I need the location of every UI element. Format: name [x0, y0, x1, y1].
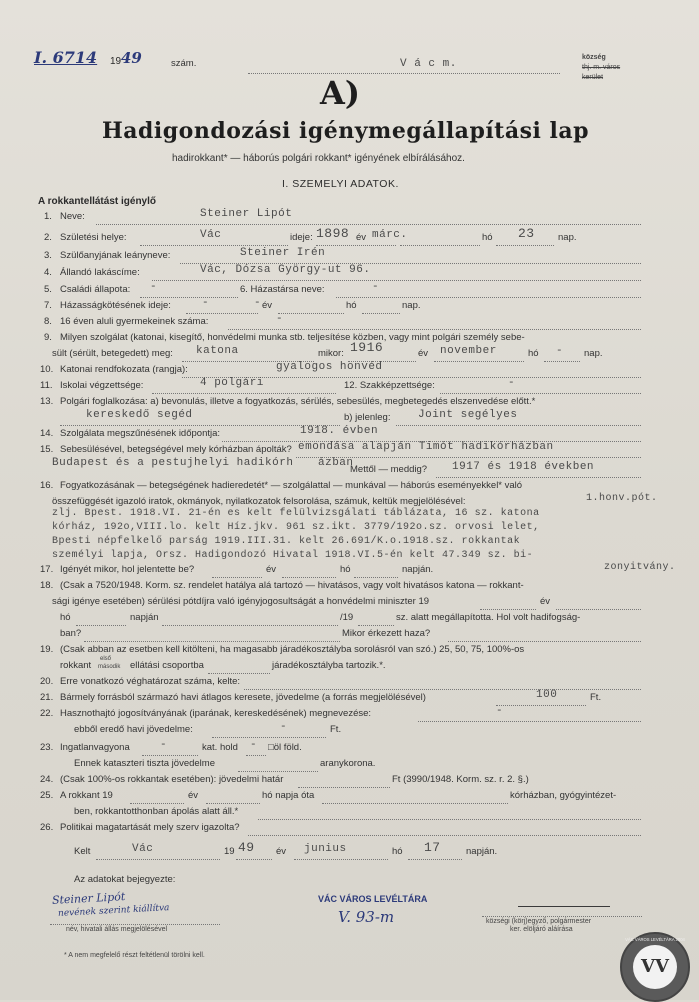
- row-number: 16.: [40, 480, 54, 491]
- ho-label: hó: [482, 232, 493, 243]
- masodik-label: második: [98, 664, 121, 670]
- hospital-value-cont: Budapest és a pestujhelyi hadikórh: [52, 457, 294, 469]
- property-ol-line: [246, 755, 266, 756]
- ev-label: év: [540, 596, 551, 607]
- recorded-by-label: Az adatokat bejegyezte:: [74, 874, 176, 885]
- property-ol-value: -: [250, 739, 258, 751]
- qualification-value: -: [508, 377, 516, 389]
- care-label-cont: ben, rokkantotthonban ápolás alatt áll.*: [74, 806, 239, 817]
- reg-year-prefix: 19: [110, 56, 122, 67]
- page-subtitle: hadirokkant* — háborús polgári rokkant* igényének elbírálásához.: [172, 153, 465, 164]
- footnote: * A nem megfelelő részt feltétlenül törölni kell.: [64, 952, 205, 959]
- license-income-line: [212, 737, 326, 738]
- marital-status-line: [140, 297, 238, 298]
- occupation-before-line: [60, 425, 340, 426]
- license-income-label: ebből eredő havi jövedelme:: [74, 724, 193, 735]
- political-label: Politikai magatartását mely szerv igazolta?: [60, 822, 240, 833]
- hospital-value: emondása alapján Timót hadikórházban: [298, 441, 554, 453]
- class-group-line: [208, 673, 270, 674]
- service-day-value: -: [556, 345, 564, 357]
- license-income-value: -: [280, 721, 288, 733]
- spouse-line: [336, 297, 641, 298]
- mother-name-value: Steiner Irén: [240, 247, 326, 259]
- ho-label: hó: [340, 564, 351, 575]
- birthplace-label: Születési helye:: [60, 232, 127, 243]
- name-value: Steiner Lipót: [200, 208, 293, 220]
- ev-label: év: [188, 790, 199, 801]
- rank-label: Katonai rendfokozata (rangja):: [60, 364, 188, 375]
- ft-label: Ft.: [330, 724, 342, 735]
- supplement-month-line: [76, 625, 126, 626]
- qualification-line: [440, 393, 641, 394]
- kozseg-label: község: [582, 54, 606, 61]
- cadastral-line: [238, 771, 318, 772]
- row-number: 22.: [40, 708, 54, 719]
- birthday-line: [496, 245, 554, 246]
- decision-line: [244, 689, 641, 690]
- row-number: 21.: [40, 692, 54, 703]
- kerulet-label: kerület: [582, 74, 604, 81]
- evidence-value-d: Bpesti népfelkelő parság 1919.III.31. kelt 26.691/K.o.1918.sz. rokkantak: [52, 536, 521, 547]
- row-number: 24.: [40, 774, 54, 785]
- ev-label: év: [266, 564, 277, 575]
- kelt-year-prefix: 19: [224, 846, 235, 857]
- place-typed: V á c m.: [400, 58, 457, 70]
- captivity-label: ban?: [60, 628, 82, 639]
- occupation-now-value: Joint segélyes: [418, 409, 518, 421]
- nap-label: nap.: [584, 348, 603, 359]
- spouse-value: -: [372, 281, 380, 293]
- supplement-year-line2: [556, 609, 641, 610]
- occupation-before-value: kereskedő segéd: [86, 409, 193, 421]
- supplement-label: (Csak a 7520/1948. Korm. sz. rendelet hatálya alá tartozó — hivatásos, vagy volt hivatásos katona — rokkant-: [60, 580, 524, 591]
- szam-label: szám.: [171, 58, 197, 69]
- education-value: 4 polgári: [200, 377, 264, 389]
- archive-reference: V. 93-m: [338, 908, 395, 926]
- decision-label: Erre vonatkozó véghatározat száma, kelte:: [60, 676, 241, 687]
- slash-year-label: /19: [340, 612, 354, 623]
- kelt-year-value: 49: [238, 840, 255, 855]
- evidence-label-cont: összefüggését igazoló iratok, okmányok, nyilatkozatok felsorolása, számuk, keltük megjelölésével:: [52, 496, 466, 507]
- service-label: Milyen szolgálat (katonai, kisegítő, honvédelmi munka stb. teljesítése közben, vagy mint polgári személy sebe-: [60, 332, 525, 343]
- section-heading: I. SZEMELYI ADATOK.: [282, 178, 399, 190]
- row-number: 10.: [40, 364, 54, 375]
- hospital-label: Sebesülésével, betegségével mely kórházban ápolták?: [60, 444, 292, 455]
- return-line: [448, 641, 641, 642]
- qualification-label: 12. Szakképzettsége:: [344, 380, 435, 391]
- income-line: [496, 705, 586, 706]
- rank-value: gyalogos honvéd: [276, 361, 383, 373]
- kelt-day-value: 17: [424, 840, 441, 855]
- class-tail-label: járadékosztályba tartozik.*.: [272, 660, 386, 671]
- class-label: (Csak abban az esetben kell kitölteni, ha magasabb járadékosztályba sorolásról van szó.) 25, 50, 75, 100%-os: [60, 644, 525, 655]
- income-limit-line: [298, 787, 390, 788]
- birthmonth-line: [400, 245, 480, 246]
- official-signature: [518, 894, 610, 907]
- row-number: 9.: [44, 332, 52, 343]
- kelt-label: Kelt: [74, 846, 91, 857]
- income-limit-label: (Csak 100%-os rokkantak esetében): jövedelmi határ: [60, 774, 284, 785]
- row-number: 15.: [40, 444, 54, 455]
- period-label: Mettől — meddig?: [350, 464, 428, 475]
- kelt-month-value: junius: [304, 843, 347, 855]
- marriage-day-line: [362, 313, 400, 314]
- row-number: 23.: [40, 742, 54, 753]
- political-line: [248, 835, 641, 836]
- kelt-day-line: [408, 859, 462, 860]
- children-line: [228, 329, 641, 330]
- napjan-label: napján.: [466, 846, 498, 857]
- row-number: 25.: [40, 790, 54, 801]
- care-place-label: kórházban, gyógyintézet-: [510, 790, 617, 801]
- return-label: Mikor érkezett haza?: [342, 628, 431, 639]
- service-end-value: 1918. évben: [300, 425, 379, 437]
- occupation-label: Polgári foglalkozása: a) bevonulás, illetve a fogyatkozás, sérülés, sebesülés, megbetegedés elszenvedése előtt.*: [60, 396, 536, 407]
- reg-year: 49: [121, 49, 142, 67]
- supplement-ref-line: [162, 625, 338, 626]
- period-value: 1917 és 1918 években: [452, 461, 595, 473]
- row-number: 3.: [44, 250, 52, 261]
- napjan-label: napján: [130, 612, 159, 623]
- mikor-label: mikor:: [318, 348, 344, 359]
- recorder-signature-line2: nevének szerint kiállítva: [57, 903, 170, 919]
- napjan-label: napján.: [402, 564, 434, 575]
- caption-right-1: községi (körj)egyző, polgármester: [486, 918, 592, 925]
- nap-label: nap.: [402, 300, 421, 311]
- recorder-signature: Steiner Lipót: [51, 890, 126, 907]
- occupation-now-label: b) jelenleg:: [344, 412, 391, 423]
- birthmonth-value: márc.: [372, 229, 408, 241]
- ev-label: év: [418, 348, 429, 359]
- care-place-line: [322, 803, 508, 804]
- marital-status-label: Családi állapota:: [60, 284, 131, 295]
- ho-label: hó: [392, 846, 403, 857]
- caption-left: név, hivatali állás megjelölésével: [66, 926, 168, 933]
- class-group-label: ellátási csoportba: [130, 660, 204, 671]
- name-line: [96, 224, 641, 225]
- children-label: 16 éven aluli gyermekeinek száma:: [60, 316, 209, 327]
- claim-year-line: [212, 577, 262, 578]
- children-value: -: [276, 313, 284, 325]
- row-number: 13.: [40, 396, 54, 407]
- evidence-value-c: kórház, 192o,VIII.lo. kelt Híz.jkv. 961 sz.ikt. 3779/192o.sz. orvosi lelet,: [52, 522, 540, 533]
- nap-label: nap.: [558, 232, 577, 243]
- row-number: 7.: [44, 300, 52, 311]
- claim-date-label: Igényét mikor, hol jelentette be?: [60, 564, 195, 575]
- marriage-month-value: -: [254, 297, 262, 309]
- row-number: 20.: [40, 676, 54, 687]
- evidence-value-b: zlj. Bpest. 1918.VI. 21-én es kelt felülvizsgálati táblázata, 16 sz. katona: [52, 508, 540, 519]
- row-number: 18.: [40, 580, 54, 591]
- care-label: A rokkant 19: [60, 790, 113, 801]
- cadastral-label: Ennek kataszteri tiszta jövedelme: [74, 758, 215, 769]
- row-number: 14.: [40, 428, 54, 439]
- ev-label: év: [276, 846, 287, 857]
- spouse-label: 6. Házastársa neve:: [240, 284, 325, 295]
- birthplace-line: [140, 245, 288, 246]
- official-line: [482, 916, 642, 917]
- captivity-line: [84, 641, 340, 642]
- varos-label: thj. m. város: [582, 64, 621, 71]
- property-hold-value: -: [160, 739, 168, 751]
- kelt-place-value: Vác: [132, 843, 154, 855]
- claimant-label: A rokkantellátást igénylő: [38, 196, 156, 207]
- row-number: 26.: [40, 822, 54, 833]
- marital-status-value: -: [150, 281, 158, 293]
- evidence-value-e: személyi lapja, Orsz. Hadigondozó Hivatal 1918.VI.5-én kelt 47.349 sz. bi-: [52, 550, 534, 561]
- service-month-value: november: [440, 345, 497, 357]
- ho-label: hó: [60, 612, 71, 623]
- class-label-cont: rokkant: [60, 660, 92, 671]
- care-month-line: [206, 803, 260, 804]
- license-line: [418, 721, 641, 722]
- row-number: 19.: [40, 644, 54, 655]
- claim-day-line: [354, 577, 398, 578]
- row-number: 2.: [44, 232, 52, 243]
- place-line: [248, 73, 560, 74]
- aranykorona-label: aranykorona.: [320, 758, 376, 769]
- archive-stamp-monogram: VV: [633, 945, 677, 989]
- care-since-label: hó napja óta: [262, 790, 315, 801]
- archive-stamp-ring-text: VÁC VÁROS LEVÉLTÁRA 2004: [625, 937, 685, 942]
- ev-label: év: [262, 300, 273, 311]
- kat-hold-label: kat. hold: [202, 742, 238, 753]
- ev-label: év: [356, 232, 367, 243]
- caption-right-2: ker. elöljáró aláírása: [510, 926, 573, 933]
- row-number: 4.: [44, 267, 52, 278]
- ho-label: hó: [528, 348, 539, 359]
- education-label: Iskolai végzettsége:: [60, 380, 144, 391]
- mother-name-label: Szülőanyjának leányneve:: [60, 250, 171, 261]
- kelt-month-line: [294, 859, 388, 860]
- hospital-value-cont2: ázban: [318, 457, 354, 469]
- kelt-place-line: [96, 859, 220, 860]
- service-end-label: Szolgálata megszűnésének időpontja:: [60, 428, 221, 439]
- license-label: Hasznothajtó jogosítványának (iparának, kereskedésének) megnevezése:: [60, 708, 372, 719]
- address-value: Vác, Dózsa György-ut 96.: [200, 264, 371, 276]
- form-letter: A): [320, 74, 360, 112]
- birthdate-label: ideje:: [290, 232, 313, 243]
- property-hold-line: [142, 755, 198, 756]
- elso-label: első: [100, 656, 112, 662]
- reg-number: I. 6714: [34, 48, 98, 67]
- evidence-value-f: zonyitvány.: [604, 562, 676, 573]
- claim-month-line: [282, 577, 336, 578]
- row-number: 5.: [44, 284, 52, 295]
- marriage-date-label: Házasságkötésének ideje:: [60, 300, 171, 311]
- service-month-line: [434, 361, 524, 362]
- care-line-cont: [258, 819, 641, 820]
- ft-label: Ft.: [590, 692, 602, 703]
- service-value: katona: [196, 345, 239, 357]
- evidence-label: Fogyatkozásának — betegségének hadieredetét* — szolgálattal — munkával — háborús eseményekkel* való: [60, 480, 523, 491]
- care-year-line: [130, 803, 184, 804]
- row-number: 17.: [40, 564, 54, 575]
- address-label: Állandó lakáscíme:: [60, 267, 140, 278]
- evidence-value-a: 1.honv.pót.: [586, 493, 658, 504]
- supplement-year-line: [480, 609, 536, 610]
- row-number: 1.: [44, 211, 52, 222]
- archive-stamp: VÁC VÁROS LEVÉLTÁRA: [318, 894, 428, 904]
- ol-fold-label: □öl föld.: [268, 742, 302, 753]
- ho-label: hó: [346, 300, 357, 311]
- income-limit-tail: Ft (3990/1948. Korm. sz. r. 2. §.): [392, 774, 529, 785]
- kelt-year-line: [236, 859, 272, 860]
- birthyear-value: 1898: [316, 226, 350, 241]
- license-value: -: [496, 705, 504, 717]
- education-line: [152, 393, 336, 394]
- supplement-label-cont2: sz. alatt megállapította. Hol volt hadifogság-: [396, 612, 581, 623]
- birthplace-value: Vác: [200, 229, 222, 241]
- birthyear-line: [316, 245, 396, 246]
- marriage-month-line: [278, 313, 344, 314]
- supplement-ref-year-line: [358, 625, 394, 626]
- marriage-year-line: [186, 313, 258, 314]
- birthday-value: 23: [518, 226, 535, 241]
- service-day-line: [544, 361, 580, 362]
- income-value: 100: [536, 689, 558, 701]
- row-number: 8.: [44, 316, 52, 327]
- service-label-cont: sült (sérült, betegedett) meg:: [52, 348, 173, 359]
- property-label: Ingatlanvagyona: [60, 742, 130, 753]
- row-number: 11.: [40, 380, 53, 391]
- page-title: Hadigondozási igénymegállapítási lap: [102, 118, 589, 144]
- service-year-value: 1916: [350, 340, 384, 355]
- name-label: Neve:: [60, 211, 85, 222]
- archive-round-stamp: [620, 932, 690, 1002]
- period-line: [436, 477, 641, 478]
- supplement-label-cont: sági igénye esetében) sérülési pótdíjra való igényjogosultságát a honvédelmi miniszter 19: [52, 596, 430, 607]
- address-line: [152, 280, 641, 281]
- recorder-line: [50, 924, 220, 925]
- marriage-year-value: -: [202, 297, 210, 309]
- occupation-now-line: [396, 425, 641, 426]
- income-label: Bármely forrásból származó havi átlagos keresete, jövedelme (a forrás megjelölésével): [60, 692, 426, 703]
